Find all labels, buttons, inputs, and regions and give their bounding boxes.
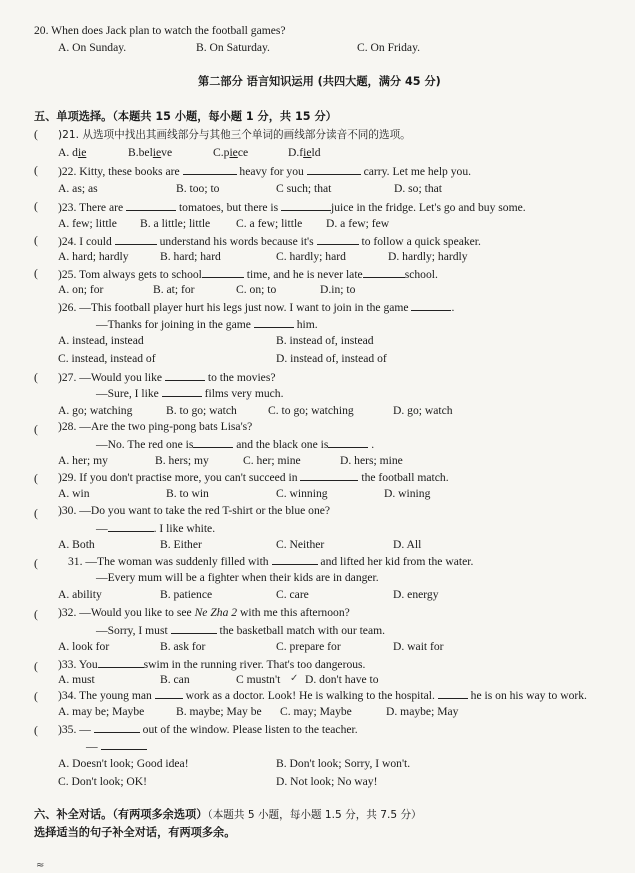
q20-option-c: C. On Friday.	[357, 41, 421, 54]
q28-option-c: C. her; mine	[243, 454, 301, 467]
q32-option-c: C. prepare for	[276, 640, 341, 653]
q35-stem-1: )35. — out of the window. Please listen to the teacher.	[58, 723, 358, 736]
q23-option-b: B. a little; little	[140, 217, 211, 230]
q29-option-a: A. win	[58, 487, 90, 500]
part2-heading: 第二部分 语言知识运用 (共四大题，满分 45 分)	[198, 75, 441, 88]
q29-option-c: C. winning	[276, 487, 328, 500]
q26-option-b: B. instead of, instead	[276, 334, 374, 347]
q30-option-d: D. All	[393, 538, 422, 551]
q21-stem: )21. 从选项中找出其画线部分与其他三个单词的画线部分读音不同的选项。	[58, 129, 411, 141]
q21-option-d: D.field	[288, 146, 321, 159]
scribble-mark: ≈	[36, 860, 45, 871]
q27-option-c: C. to go; watching	[268, 404, 354, 417]
q32-option-a: A. look for	[58, 640, 110, 653]
q27-option-d: D. go; watch	[393, 404, 453, 417]
q20-stem: 20. When does Jack plan to watch the football games?	[34, 24, 286, 37]
q25-paren: (	[34, 267, 38, 280]
q31-stem-1: 31. —The woman was suddenly filled with and lifted her kid from the water.	[68, 555, 474, 568]
q26-option-d: D. instead of, instead of	[276, 352, 387, 365]
q25-option-b: B. at; for	[153, 283, 195, 296]
q32-paren: (	[34, 608, 38, 621]
q26-option-a: A. instead, instead	[58, 334, 144, 347]
q31-paren: (	[34, 557, 38, 570]
q35-option-d: D. Not look; No way!	[276, 775, 378, 788]
q26-stem-2: —Thanks for joining in the game him.	[96, 318, 318, 331]
q27-option-b: B. to go; watch	[166, 404, 237, 417]
q29-paren: (	[34, 472, 38, 485]
q22-option-c: C such; that	[276, 182, 332, 195]
q21-option-c: C.piece	[213, 146, 249, 159]
q26-stem-1: )26. —This football player hurt his legs just now. I want to join in the game .	[58, 301, 455, 314]
q31-option-a: A. ability	[58, 588, 102, 601]
q34-option-b: B. maybe; May be	[176, 705, 262, 718]
q25-stem: )25. Tom always gets to school time, and he is never late school.	[58, 268, 438, 281]
q30-stem-1: )30. —Do you want to take the red T-shirt or the blue one?	[58, 504, 331, 517]
q29-option-b: B. to win	[166, 487, 209, 500]
section6-heading: 六、补全对话。（有两项多余选项）（本题共 5 小题，每小题 1.5 分，共 7.5 分）	[34, 808, 422, 821]
q20-option-a: A. On Sunday.	[58, 41, 127, 54]
q35-option-b: B. Don't look; Sorry, I won't.	[276, 757, 411, 770]
q32-option-b: B. ask for	[160, 640, 206, 653]
q22-paren: (	[34, 164, 38, 177]
q34-stem: )34. The young man work as a doctor. Look! He is walking to the hospital. he is on his way to work.	[58, 689, 587, 702]
section6-instruction: 选择适当的句子补全对话，有两项多余。	[34, 826, 236, 839]
q27-paren: (	[34, 371, 38, 384]
q32-stem-1: )32. —Would you like to see Ne Zha 2 with me this afternoon?	[58, 606, 350, 619]
q33-paren: (	[34, 660, 38, 673]
q24-option-d: D. hardly; hardly	[388, 250, 468, 263]
q30-option-c: C. Neither	[276, 538, 325, 551]
q28-stem-1: )28. —Are the two ping-pong bats Lisa's?	[58, 420, 253, 433]
q33-option-a: A. must	[58, 673, 95, 686]
q34-option-d: D. maybe; May	[386, 705, 459, 718]
q21-option-b: B.believe	[128, 146, 173, 159]
q23-stem: )23. There are tomatoes, but there is juice in the fridge. Let's go and buy some.	[58, 201, 526, 214]
q26-option-c: C. instead, instead of	[58, 352, 156, 365]
q22-option-d: D. so; that	[394, 182, 442, 195]
q24-option-c: C. hardly; hard	[276, 250, 346, 263]
q22-option-b: B. too; to	[176, 182, 220, 195]
q28-paren: (	[34, 423, 38, 436]
q30-paren: (	[34, 507, 38, 520]
q28-option-b: B. hers; my	[155, 454, 209, 467]
q24-stem: )24. I could understand his words because it's to follow a quick speaker.	[58, 235, 481, 248]
q30-stem-2: — . I like white.	[96, 522, 216, 535]
q28-stem-2: —No. The red one is and the black one is .	[96, 438, 375, 451]
q33-option-b: B. can	[160, 673, 190, 686]
q22-stem: )22. Kitty, these books are heavy for you carry. Let me help you.	[58, 165, 472, 178]
q24-option-a: A. hard; hardly	[58, 250, 129, 263]
q22-option-a: A. as; as	[58, 182, 98, 195]
q31-option-b: B. patience	[160, 588, 213, 601]
q34-paren: (	[34, 690, 38, 703]
q21-option-a: A. die	[58, 146, 87, 159]
q25-option-d: D.in; to	[320, 283, 356, 296]
q30-option-b: B. Either	[160, 538, 202, 551]
q35-option-c: C. Don't look; OK!	[58, 775, 148, 788]
q25-option-c: C. on; to	[236, 283, 277, 296]
q30-option-a: A. Both	[58, 538, 95, 551]
section5-heading: 五、单项选择。（本题共 15 小题，每小题 1 分，共 15 分）	[34, 110, 337, 123]
q23-option-d: D. a few; few	[326, 217, 390, 230]
q34-option-c: C. may; Maybe	[280, 705, 352, 718]
q27-stem-1: )27. —Would you like to the movies?	[58, 371, 276, 384]
q23-option-c: C. a few; little	[236, 217, 303, 230]
q24-option-b: B. hard; hard	[160, 250, 221, 263]
q29-option-d: D. wining	[384, 487, 431, 500]
q29-stem: )29. If you don't practise more, you can't succeed in the football match.	[58, 471, 449, 484]
q27-stem-2: —Sure, I like films very much.	[96, 387, 284, 400]
q31-option-d: D. energy	[393, 588, 439, 601]
q31-stem-2: —Every mum will be a fighter when their kids are in danger.	[96, 571, 379, 584]
q28-option-a: A. her; my	[58, 454, 108, 467]
q35-stem-2: —	[86, 739, 147, 754]
q33-option-d: D. don't have to	[305, 673, 379, 686]
q23-paren: (	[34, 200, 38, 213]
q34-option-a: A. may be; Maybe	[58, 705, 145, 718]
q35-option-a: A. Doesn't look; Good idea!	[58, 757, 189, 770]
q23-option-a: A. few; little	[58, 217, 117, 230]
q33-option-c: C mustn't	[236, 673, 281, 686]
q35-paren: (	[34, 724, 38, 737]
q28-option-d: D. hers; mine	[340, 454, 403, 467]
q27-option-a: A. go; watching	[58, 404, 133, 417]
q31-option-c: C. care	[276, 588, 309, 601]
q24-paren: (	[34, 234, 38, 247]
q32-stem-2: —Sorry, I must the basketball match with our team.	[96, 624, 386, 637]
q20-option-b: B. On Saturday.	[196, 41, 270, 54]
tick-mark: ✓	[290, 673, 299, 684]
q32-option-d: D. wait for	[393, 640, 444, 653]
q33-stem: )33. You swim in the running river. That's too dangerous.	[58, 658, 366, 671]
q25-option-a: A. on; for	[58, 283, 104, 296]
q21-paren: (	[34, 128, 38, 141]
